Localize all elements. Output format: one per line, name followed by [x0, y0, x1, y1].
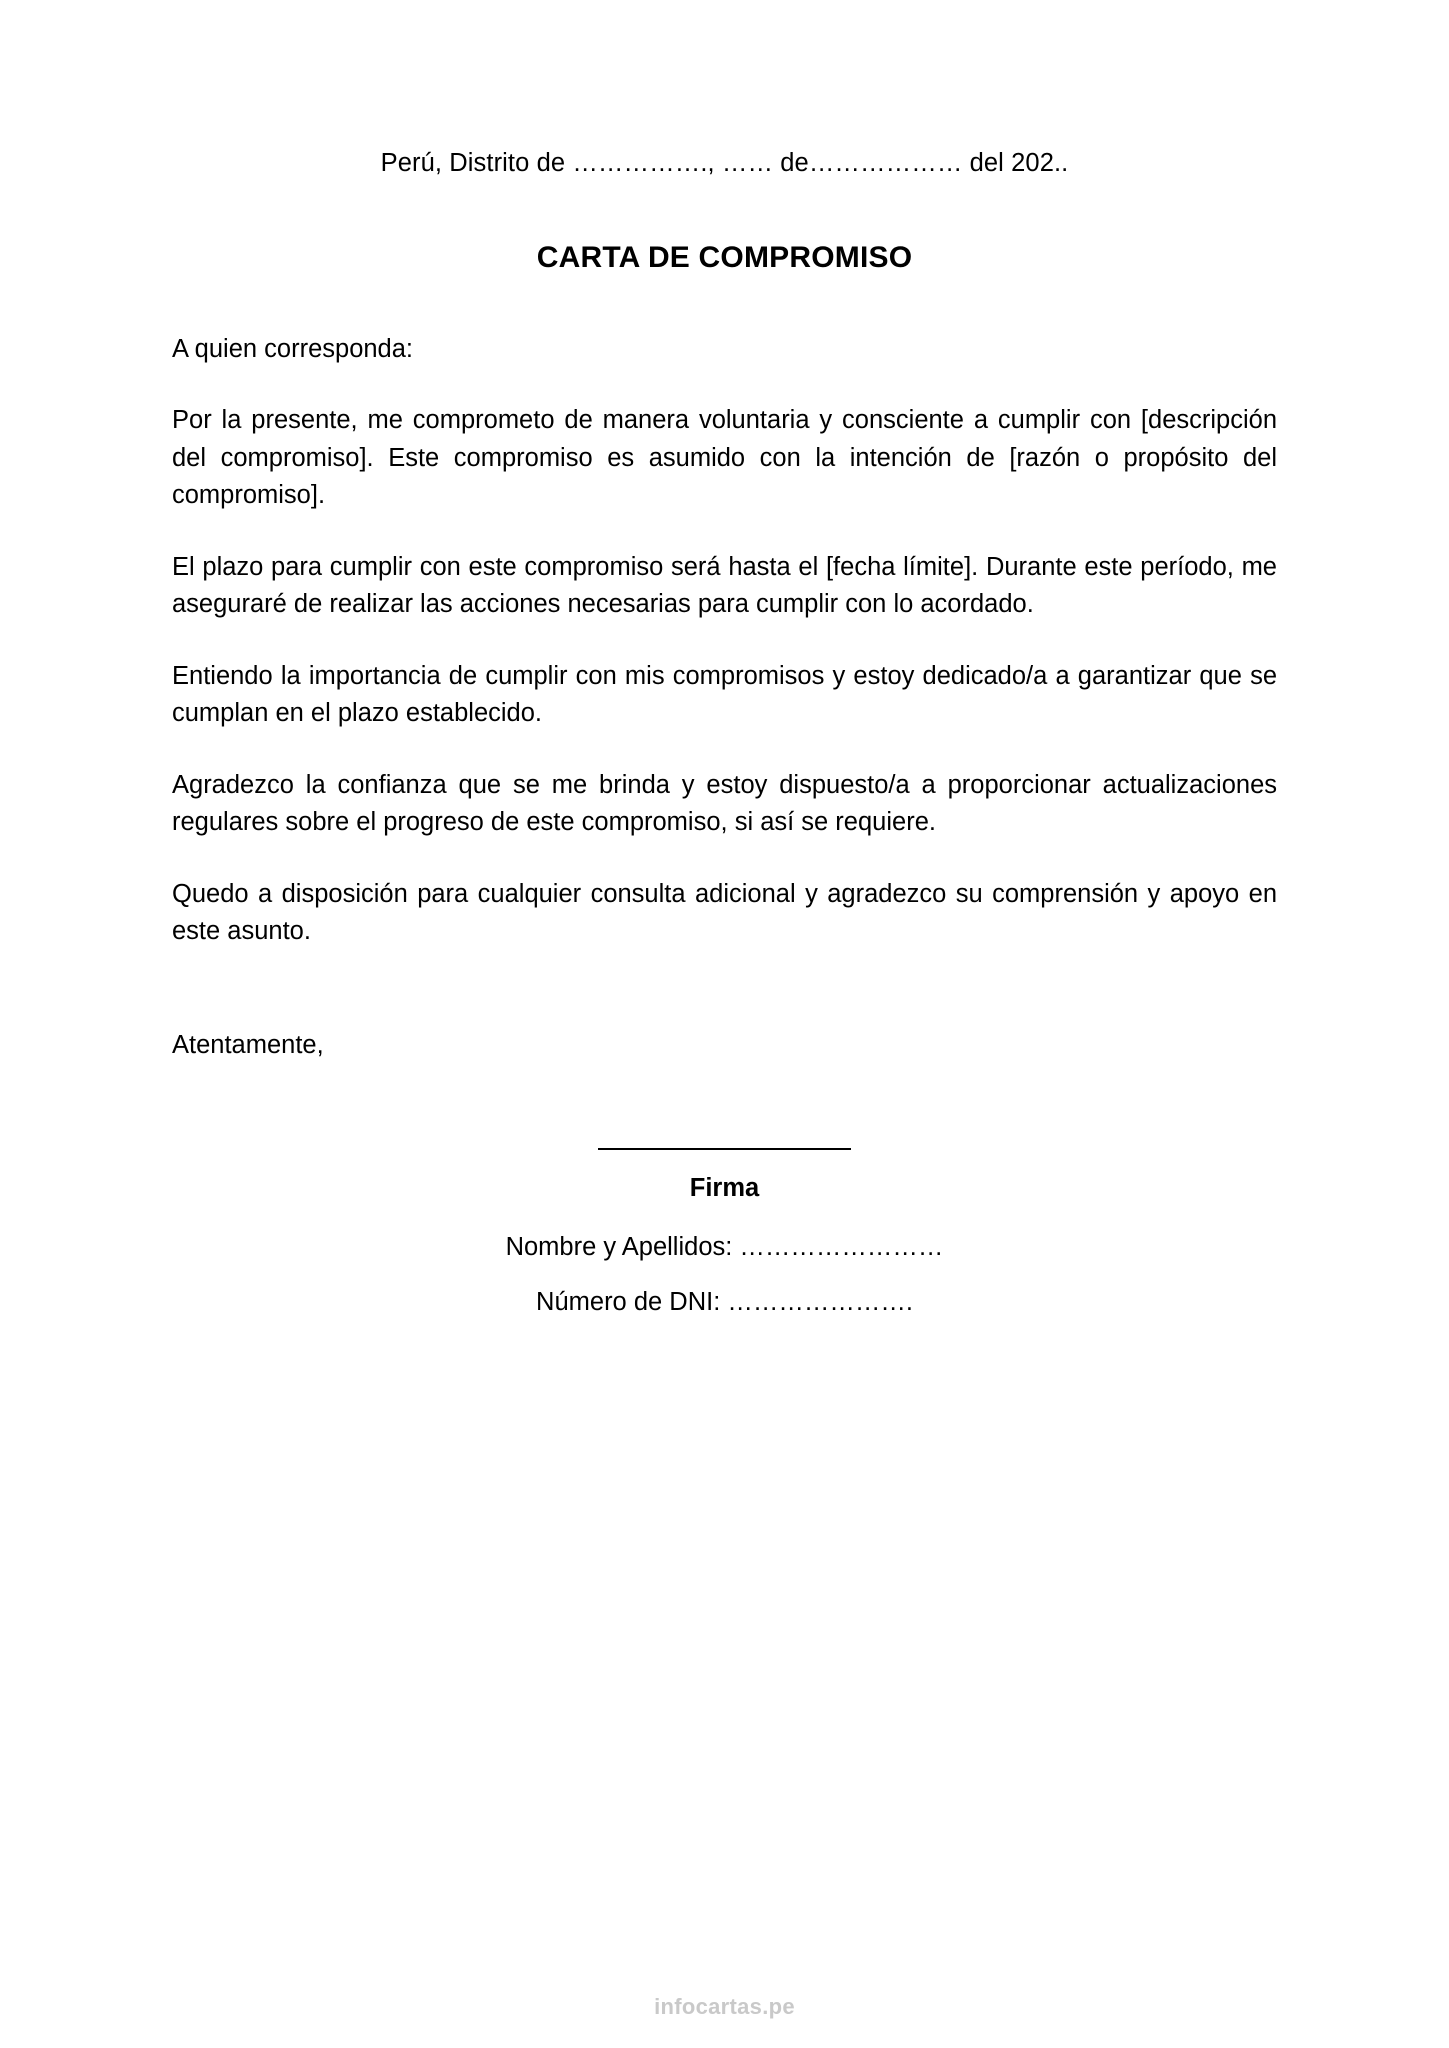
signature-block: [172, 1148, 1277, 1319]
signature-line: [598, 1148, 851, 1150]
paragraph-deadline: El plazo para cumplir con este compromiso será hasta el [fecha límite]. Durante este período, me aseguraré de realizar las acciones necesarias para cumplir con lo acordado.: [172, 552, 1277, 619]
closing-salutation: Atentamente,: [172, 1030, 324, 1059]
site-watermark: infocartas.pe: [654, 1994, 795, 2019]
signature-label: Firma: [689, 1173, 760, 1202]
full-name-field: Nombre y Apellidos: ……………………: [505, 1232, 944, 1261]
dni-number-field: Número de DNI: ………………….: [536, 1287, 913, 1316]
paragraph-gratitude: Agradezco la confianza que se me brinda y estoy dispuesto/a a proporcionar actualizaciones regulares sobre el progreso de este compromiso, si así se requiere.: [172, 770, 1277, 837]
document-content: [172, 0, 1277, 1319]
date-location-line: Perú, Distrito de ……………., …… de……………… del 202..: [380, 149, 1069, 177]
paragraph-availability: Quedo a disposición para cualquier consulta adicional y agradezco su comprensión y apoyo en este asunto.: [172, 879, 1277, 946]
paragraph-commitment-description: Por la presente, me comprometo de manera voluntaria y consciente a cumplir con [descripción del compromiso]. Este compromiso es asumido con la intención de [razón o propósito del compromiso].: [172, 406, 1277, 510]
page-title: CARTA DE COMPROMISO: [536, 240, 913, 274]
letter-body: [172, 331, 1277, 951]
salutation: A quien corresponda:: [172, 334, 414, 363]
paragraph-importance: Entiendo la importancia de cumplir con mis compromisos y estoy dedicado/a a garantizar que se cumplan en el plazo establecido.: [172, 661, 1277, 728]
